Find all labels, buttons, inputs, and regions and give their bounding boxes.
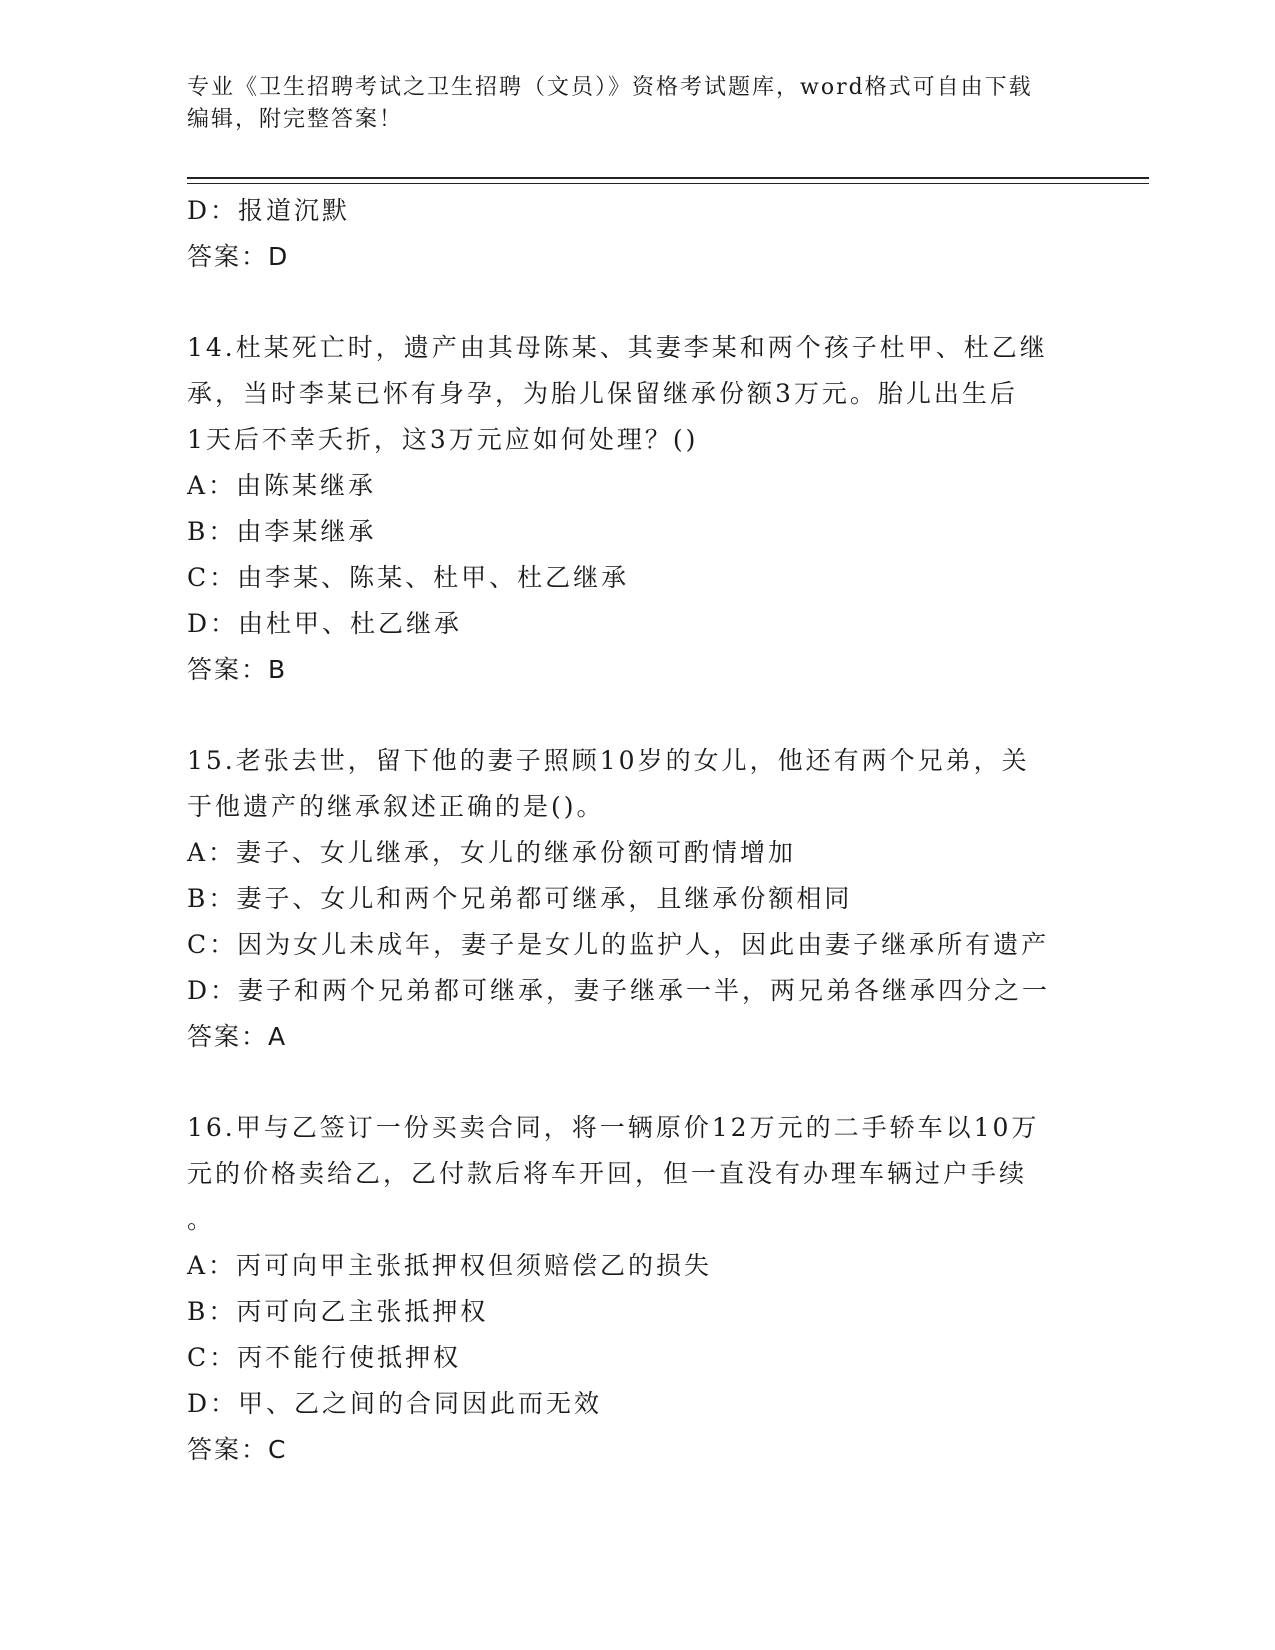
option-c: C：因为女儿未成年，妻子是女儿的监护人，因此由妻子继承所有遗产 — [187, 930, 1050, 959]
question-stem-line: 15.老张去世，留下他的妻子照顾10岁的女儿，他还有两个兄弟，关 — [187, 746, 1030, 775]
question-14 — [187, 325, 1087, 693]
question-stem-line: 于他遗产的继承叙述正确的是()。 — [187, 792, 605, 821]
header-divider-thin — [187, 183, 1149, 184]
question-stem-line: 承，当时李某已怀有身孕，为胎儿保留继承份额3万元。胎儿出生后 — [187, 379, 1018, 408]
previous-question-tail — [187, 188, 1087, 280]
answer-line: 答案：D — [187, 242, 290, 271]
option-d: D：由杜甲、杜乙继承 — [187, 609, 463, 638]
option-a: A：由陈某继承 — [187, 471, 377, 500]
option-d: D：妻子和两个兄弟都可继承，妻子继承一半，两兄弟各继承四分之一 — [187, 976, 1051, 1005]
option-d: D：甲、乙之间的合同因此而无效 — [187, 1389, 603, 1418]
option-a: A：妻子、女儿继承，女儿的继承份额可酌情增加 — [187, 838, 797, 867]
option-a: A：丙可向甲主张抵押权但须赔偿乙的损失 — [187, 1251, 713, 1280]
option-b: B：丙可向乙主张抵押权 — [187, 1297, 489, 1326]
answer-line: 答案：C — [187, 1435, 288, 1464]
option-b: B：由李某继承 — [187, 517, 377, 546]
question-list — [187, 188, 1087, 1473]
question-stem-line: 16.甲与乙签订一份买卖合同，将一辆原价12万元的二手轿车以10万 — [187, 1113, 1040, 1142]
question-stem-line: 。 — [187, 1205, 216, 1234]
question-15 — [187, 738, 1087, 1060]
question-stem-line: 14.杜某死亡时，遗产由其母陈某、其妻李某和两个孩子杜甲、杜乙继 — [187, 333, 1048, 362]
question-16 — [187, 1105, 1087, 1473]
header-divider-thick — [187, 177, 1149, 179]
option-c: C：丙不能行使抵押权 — [187, 1343, 462, 1372]
document-header — [187, 72, 1087, 136]
option-c: C：由李某、陈某、杜甲、杜乙继承 — [187, 563, 630, 592]
header-line-2: 编辑，附完整答案！ — [187, 107, 404, 132]
question-stem-line: 元的价格卖给乙，乙付款后将车开回，但一直没有办理车辆过户手续 — [187, 1159, 1028, 1188]
header-line-1: 专业《卫生招聘考试之卫生招聘（文员）》资格考试题库，word格式可自由下载 — [187, 75, 1033, 100]
answer-line: 答案：B — [187, 655, 288, 684]
question-stem-line: 1天后不幸夭折，这3万元应如何处理？() — [187, 425, 699, 454]
option-d: D：报道沉默 — [187, 196, 351, 225]
answer-line: 答案：A — [187, 1022, 288, 1051]
option-b: B：妻子、女儿和两个兄弟都可继承，且继承份额相同 — [187, 884, 853, 913]
